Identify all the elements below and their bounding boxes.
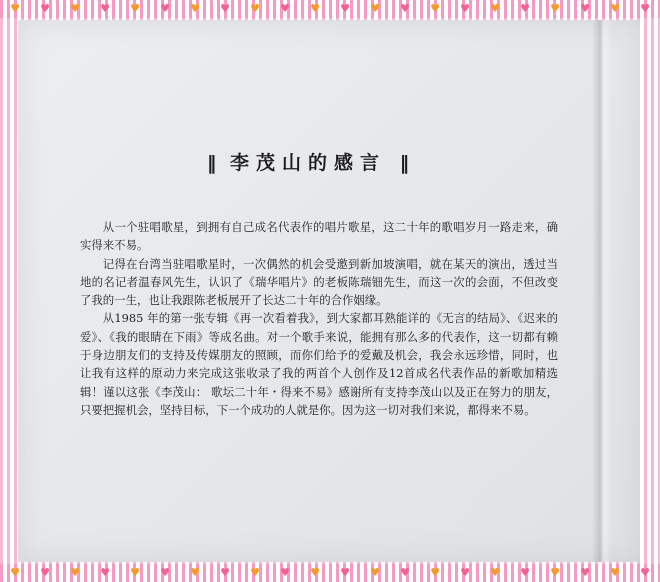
heart-icon: ♥ <box>640 2 650 15</box>
page-fold-shadow <box>592 20 612 562</box>
paragraph-2: 记得在台湾当驻唱歌星时，一次偶然的机会受邀到新加坡演唱，就在某天的演出，透过当地的名记者温春风先生，认识了《瑞华唱片》的老板陈瑞钿先生，而这一次的会面，不但改变了我的一生，也让我跟陈老板展开了长达二十年的合作姻缘。 <box>80 256 558 308</box>
heart-icon: ♥ <box>130 566 140 579</box>
heart-icon: ♥ <box>520 566 530 579</box>
heart-icon: ♥ <box>400 566 410 579</box>
heart-icon: ♥ <box>580 2 590 15</box>
heart-icon: ♥ <box>160 2 170 15</box>
heart-icon: ♥ <box>70 566 80 579</box>
heart-icon: ♥ <box>610 566 620 579</box>
heart-icon: ♥ <box>550 2 560 15</box>
heart-icon: ♥ <box>130 2 140 15</box>
paragraph-1: 从一个驻唱歌星，到拥有自己成名代表作的唱片歌星，这二十年的歌唱岁月一路走来，确实得来不易。 <box>80 220 558 253</box>
heart-icon: ♥ <box>220 2 230 15</box>
heart-icon: ♥ <box>220 566 230 579</box>
heart-icon: ♥ <box>190 566 200 579</box>
heart-row-bottom <box>0 566 660 580</box>
heart-icon: ♥ <box>520 2 530 15</box>
heart-icon: ♥ <box>640 566 650 579</box>
heart-icon: ♥ <box>250 2 260 15</box>
title-text: 李茂山的感言 <box>229 152 386 174</box>
heart-icon: ♥ <box>340 2 350 15</box>
title-bar-left: ‖ <box>206 152 217 174</box>
booklet-page <box>18 20 640 562</box>
heart-icon: ♥ <box>430 2 440 15</box>
heart-icon: ♥ <box>190 2 200 15</box>
heart-icon: ♥ <box>490 2 500 15</box>
heart-icon: ♥ <box>460 566 470 579</box>
heart-icon: ♥ <box>250 566 260 579</box>
heart-icon: ♥ <box>10 566 20 579</box>
heart-icon: ♥ <box>490 566 500 579</box>
heart-icon: ♥ <box>10 2 20 15</box>
heart-icon: ♥ <box>310 566 320 579</box>
heart-icon: ♥ <box>100 2 110 15</box>
heart-icon: ♥ <box>400 2 410 15</box>
title-bar-right: ‖ <box>399 152 410 174</box>
heart-icon: ♥ <box>550 566 560 579</box>
heart-icon: ♥ <box>280 566 290 579</box>
page-title <box>18 148 598 175</box>
heart-icon: ♥ <box>310 2 320 15</box>
heart-icon: ♥ <box>280 2 290 15</box>
heart-icon: ♥ <box>430 566 440 579</box>
heart-icon: ♥ <box>40 2 50 15</box>
heart-icon: ♥ <box>580 566 590 579</box>
heart-icon: ♥ <box>160 566 170 579</box>
heart-icon: ♥ <box>370 2 380 15</box>
heart-icon: ♥ <box>610 2 620 15</box>
paragraph-3: 从1985 年的第一张专辑《再一次看着我》，到大家都耳熟能详的《无言的结局》、《迟来的爱》、《我的眼睛在下雨》等成名曲。对一个歌手来说，能拥有那么多的代表作，这一切都有赖于身边朋友们的支持及传媒朋友的照顾，而你们给予的爱戴及机会，我会永远珍惜，同时，也让我有这样的原动力来完成这张收录了我的两首个人创作及12首成名代表作品的新歌加精选辑！谨以这张《李茂山： 歌坛二十年・得来不易》感谢所有支持李茂山以及正在努力的朋友，只要把握机会，坚持目标，下一个成功的人就是你。因为这一切对我们来说，都得来不易。 <box>80 311 558 417</box>
heart-icon: ♥ <box>340 566 350 579</box>
heart-row-top <box>0 2 660 16</box>
heart-icon: ♥ <box>40 566 50 579</box>
heart-icon: ♥ <box>460 2 470 15</box>
heart-icon: ♥ <box>370 566 380 579</box>
heart-icon: ♥ <box>70 2 80 15</box>
body-text <box>80 218 558 419</box>
heart-icon: ♥ <box>100 566 110 579</box>
